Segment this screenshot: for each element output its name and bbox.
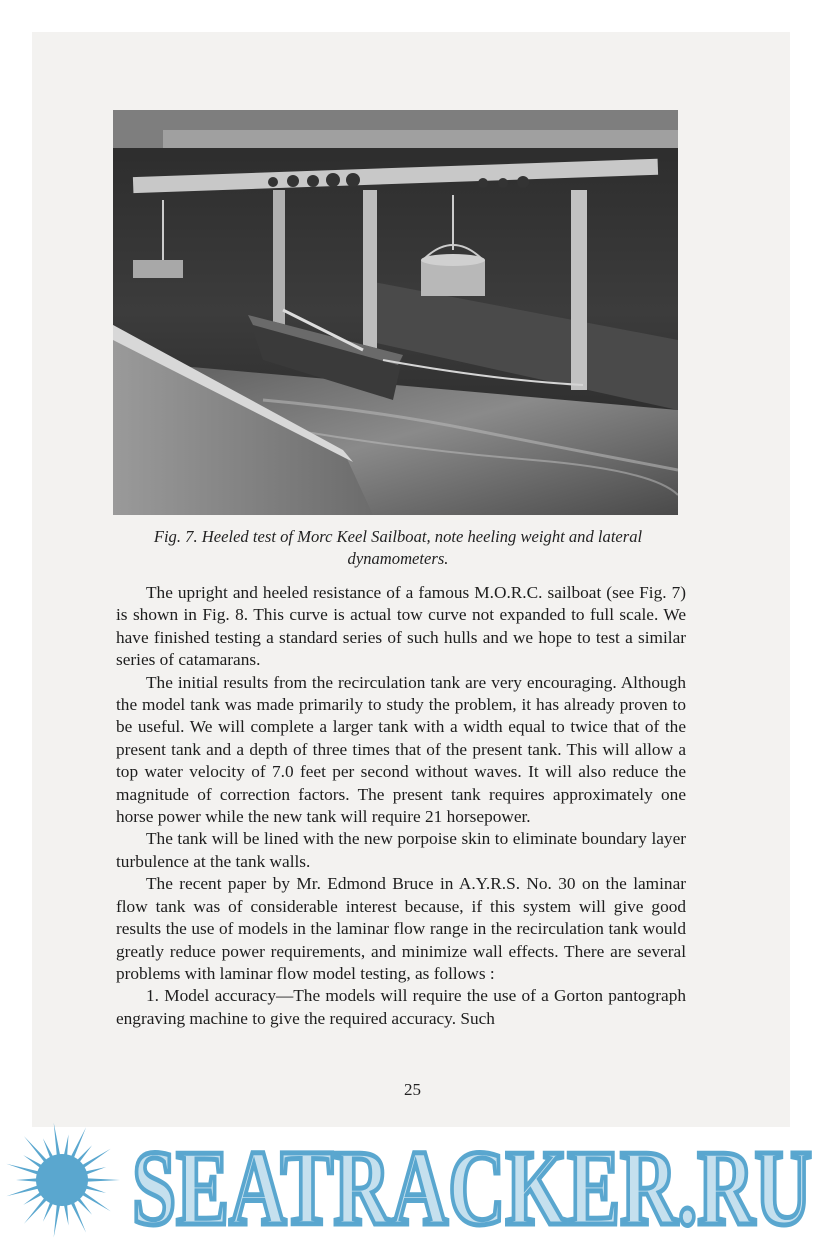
sun-ray (86, 1178, 120, 1181)
sun-ray (76, 1145, 92, 1163)
sun-ray (81, 1149, 111, 1169)
figure-photo (113, 110, 678, 515)
sun-ray (64, 1135, 69, 1157)
svg-text:SEATRACKER.RU: SEATRACKER.RU (132, 1136, 812, 1236)
svg-text:SEATRACKER.RU: SEATRACKER.RU (132, 1136, 812, 1236)
body-text (116, 582, 686, 1030)
sun-ray (64, 1204, 69, 1226)
sun-ray (23, 1192, 43, 1205)
paragraph: 1. Model accuracy—The models will require the use of a Gorton pantograph engraving machine to give the required accuracy. Such (116, 986, 686, 1028)
sun-ray (43, 1201, 54, 1222)
watermark-text-logo (128, 1136, 818, 1236)
sun-ray (23, 1155, 43, 1168)
sun-ray (81, 1192, 111, 1212)
sun-ray (85, 1185, 107, 1193)
paragraph: The tank will be lined with the new porpoise skin to eliminate boundary layer turbulence at the tank walls. (116, 829, 686, 871)
sun-ray (85, 1167, 107, 1175)
sun-ray (54, 1204, 61, 1238)
sun-ray (16, 1178, 38, 1181)
sun-ray (24, 1197, 48, 1224)
sun-ray (6, 1185, 39, 1196)
sun-ray (54, 1123, 61, 1157)
paragraph: The recent paper by Mr. Edmond Bruce in A.Y.R.S. No. 30 on the laminar flow tank was of considerable interest because, if this system will give good results the use of models in the laminar flow range in the recirculation tank would greatly reduce power requirements, and minimize wall effects. There are several problems with laminar flow model testing, as follows : (116, 874, 686, 983)
sun-ray (43, 1138, 54, 1159)
sun-ray (6, 1164, 39, 1175)
paragraph: The initial results from the recirculation tank are very encouraging. Although the model tank was made primarily to study the problem, it has already proven to be useful. We will complete a larger tank with a width equal to twice that of the present tank and a depth of three times that of the present tank. This will allow a top water velocity of 7.0 feet per second without waves. It will also reduce the magnitude of correction factors. The present tank requires approximately one horse power while the new tank will require 21 horsepower. (116, 672, 686, 827)
sun-ray (76, 1197, 92, 1215)
sun-ray (24, 1136, 48, 1163)
figure-caption: Fig. 7. Heeled test of Morc Keel Sailboat, note heeling weight and lateral dynamometers. (153, 527, 643, 568)
page-number: 25 (404, 1080, 421, 1099)
paragraph: The upright and heeled resistance of a famous M.O.R.C. sailboat (see Fig. 7) is shown in Fig. 8. This curve is actual tow curve not expanded to full scale. We have finished testing a standard series of such hulls and we hope to test a similar series of catamarans. (116, 583, 686, 670)
tank-test-photo (113, 110, 678, 515)
